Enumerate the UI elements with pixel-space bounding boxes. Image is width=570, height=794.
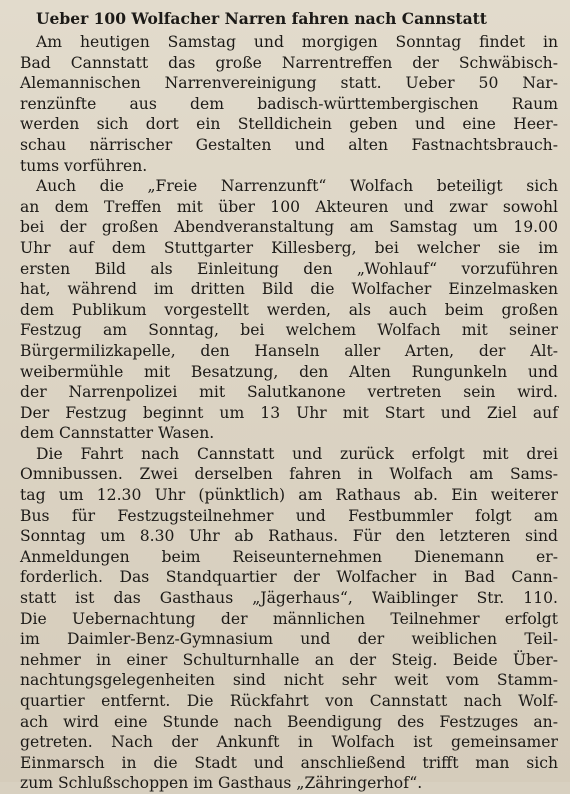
text-line: Bus für Festzugsteilnehmer und Festbummler folgt am (20, 506, 558, 525)
text-line: weibermühle mit Besatzung, den Alten Rungunkeln und (20, 362, 558, 381)
text-line: an dem Treffen mit über 100 Akteuren und zwar sowohl (20, 197, 558, 216)
text-line: Einmarsch in die Stadt und anschließend trifft man sich (20, 753, 558, 772)
text-line: nehmer in einer Schulturnhalle an der Steig. Beide Über- (20, 650, 558, 669)
text-line: Der Festzug beginnt um 13 Uhr mit Start und Ziel auf (20, 403, 558, 422)
text-line: statt ist das Gasthaus „Jägerhaus“, Waiblinger Str. 110. (20, 589, 558, 608)
text-line: Sonntag um 8.30 Uhr ab Rathaus. Für den letzteren sind (20, 527, 558, 546)
text-line: Alemannischen Narrenvereinigung statt. Ueber 50 Nar- (20, 74, 558, 93)
text-line: quartier entfernt. Die Rückfahrt von Cannstatt nach Wolf- (20, 692, 558, 710)
text-line: schau närrischer Gestalten und alten Fastnachtsbrauch- (20, 135, 558, 154)
text-line: nachtungsgelegenheiten sind nicht sehr weit vom Stamm- (20, 671, 558, 690)
text-line: Bad Cannstatt das große Narrentreffen der Schwäbisch- (20, 53, 558, 72)
text-line: zum Schlußschoppen im Gasthaus „Zähringerhof“. (20, 774, 423, 793)
text-line: bei der großen Abendveranstaltung am Samstag um 19.00 (20, 218, 558, 237)
text-line: Die Uebernachtung der männlichen Teilnehmer erfolgt (20, 609, 558, 628)
text-line: tag um 12.30 Uhr (pünktlich) am Rathaus ab. Ein weiterer (20, 486, 558, 505)
text-line: im Daimler-Benz-Gymnasium und der weiblichen Teil- (20, 630, 558, 649)
article-paragraph (20, 176, 558, 444)
text-line: dem Publikum vorgestellt werden, als auch beim großen (20, 300, 558, 319)
text-line: werden sich dort ein Stelldichein geben und eine Heer- (20, 115, 558, 134)
article-body (20, 32, 558, 794)
text-line: Festzug am Sonntag, bei welchem Wolfach mit seiner (20, 321, 558, 340)
text-line: Omnibussen. Zwei derselben fahren in Wolfach am Sams- (20, 465, 558, 484)
article-headline: Ueber 100 Wolfacher Narren fahren nach Cannstatt (36, 9, 487, 28)
text-line: dem Cannstatter Wasen. (20, 424, 215, 443)
text-line: Auch die „Freie Narrenzunft“ Wolfach beteiligt sich (36, 177, 558, 196)
text-line: Bürgermilizkapelle, den Hanseln aller Arten, der Alt- (20, 341, 558, 360)
text-line: renzünfte aus dem badisch-württembergischen Raum (20, 94, 558, 113)
text-line: Anmeldungen beim Reiseunternehmen Dienemann er- (20, 547, 558, 566)
text-line: forderlich. Das Standquartier der Wolfacher in Bad Cann- (20, 568, 558, 587)
text-line: ach wird eine Stunde nach Beendigung des Festzuges an- (20, 712, 558, 731)
text-line: Die Fahrt nach Cannstatt und zurück erfolgt mit drei (36, 444, 558, 463)
text-line: ersten Bild als Einleitung den „Wohlauf“ vorzuführen (20, 259, 558, 278)
article-paragraph (20, 32, 558, 176)
text-line: getreten. Nach der Ankunft in Wolfach ist gemeinsamer (20, 733, 558, 752)
text-line: Uhr auf dem Stuttgarter Killesberg, bei welcher sie im (20, 238, 558, 257)
text-line: der Narrenpolizei mit Salutkanone vertreten sein wird. (20, 383, 558, 402)
text-line: hat, während im dritten Bild die Wolfacher Einzelmasken (20, 280, 558, 299)
text-line: tums vorführen. (20, 156, 148, 175)
article-paragraph (20, 444, 558, 794)
text-line: Am heutigen Samstag und morgigen Sonntag findet in (36, 33, 558, 51)
